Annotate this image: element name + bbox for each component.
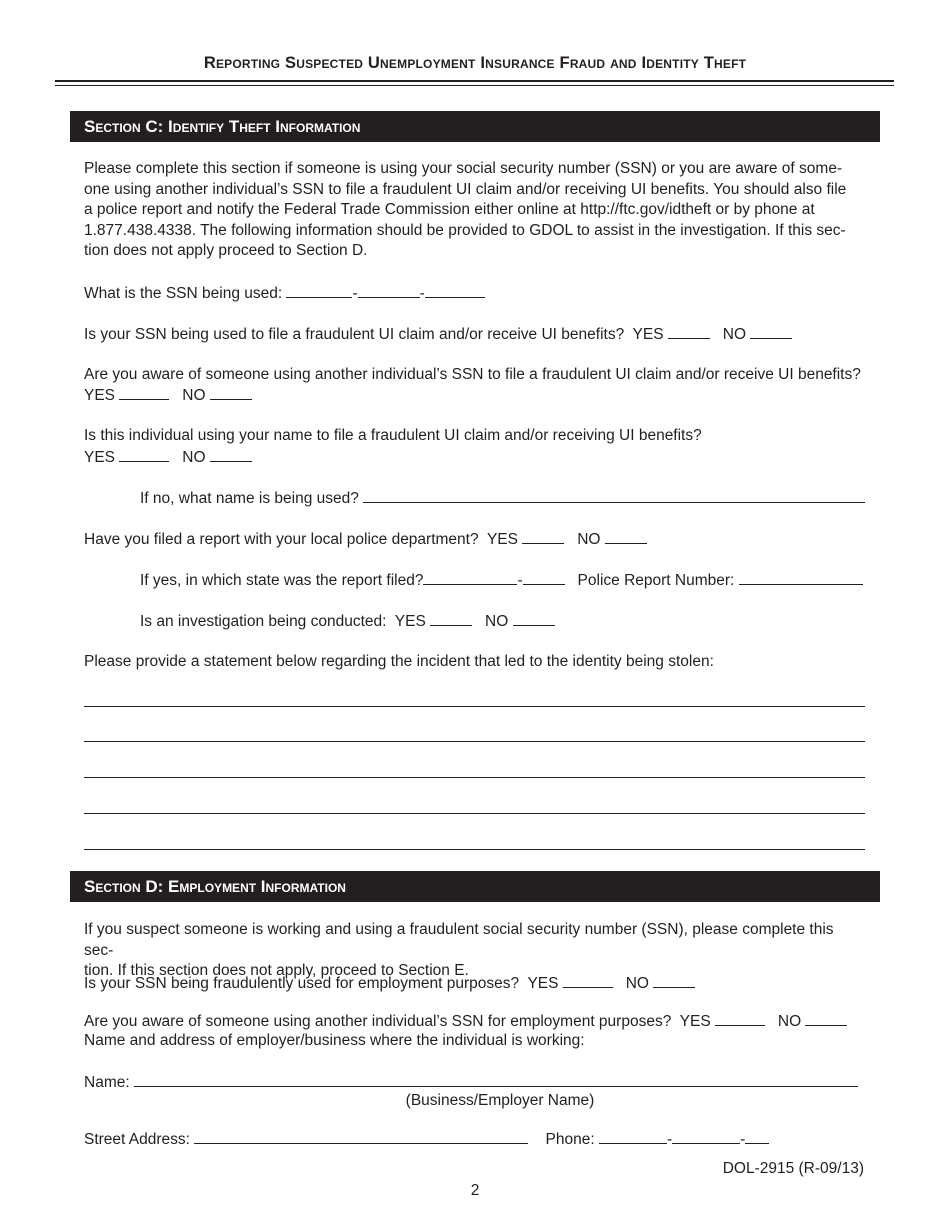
section-c-heading: Section C: Identify Theft Information: [70, 111, 880, 142]
employer-name-caption: (Business/Employer Name): [405, 1092, 595, 1109]
ssn-used-no-blank[interactable]: [750, 324, 792, 339]
state-question: If yes, in which state was the report filed?: [140, 572, 424, 589]
name-yes-blank[interactable]: [119, 447, 169, 462]
aware-no-blank[interactable]: [210, 385, 252, 400]
intro-line: 1.877.438.4338. The following information should be provided to GDOL to assist in the investigation. If this sec-: [84, 221, 846, 239]
statement-line-5[interactable]: [84, 849, 865, 850]
no-label: NO: [777, 1013, 802, 1030]
investigation-no-blank[interactable]: [513, 611, 555, 626]
no-label: NO: [722, 326, 747, 343]
ssn-part1-blank[interactable]: [286, 283, 352, 298]
no-label: NO: [182, 387, 206, 404]
employer-name-row: [84, 1072, 858, 1093]
employment-yes-blank[interactable]: [563, 973, 613, 988]
intro-line: tion does not apply proceed to Section D.: [84, 242, 368, 259]
state-blank[interactable]: [423, 570, 517, 585]
state-suffix-blank[interactable]: [523, 570, 565, 585]
police-yes-blank[interactable]: [522, 529, 564, 544]
name-question: Is this individual using your name to file a fraudulent UI claim and/or receiving UI benefits?: [84, 427, 702, 444]
ssn-used-yes-blank[interactable]: [668, 324, 710, 339]
no-label: NO: [577, 531, 601, 548]
title-rule-thin: [55, 85, 894, 86]
section-c-intro: [84, 159, 866, 262]
aware-yes-blank[interactable]: [119, 385, 169, 400]
street-address-blank[interactable]: [194, 1129, 528, 1144]
yes-label: YES: [394, 613, 426, 630]
phone-part2-blank[interactable]: [672, 1129, 740, 1144]
aware-answer-row: [84, 385, 252, 406]
dash: -: [666, 1131, 673, 1148]
statement-line-3[interactable]: [84, 777, 865, 778]
dash: -: [517, 572, 523, 589]
employer-prompt: Name and address of employer/business where the individual is working:: [84, 1032, 585, 1049]
ssn-question-row: [84, 283, 485, 304]
aware-employment-question: Are you aware of someone using another individual’s SSN for employment purposes?: [84, 1013, 672, 1030]
state-row: [140, 570, 863, 591]
phone-part3-blank[interactable]: [745, 1129, 769, 1144]
name-answer-row: [84, 447, 252, 468]
name-label: Name:: [84, 1074, 130, 1091]
form-number: DOL-2915 (R-09/13): [722, 1160, 864, 1177]
phone-part1-blank[interactable]: [599, 1129, 667, 1144]
statement-prompt: Please provide a statement below regarding the incident that led to the identity being stolen:: [84, 653, 714, 670]
investigation-yes-blank[interactable]: [430, 611, 472, 626]
no-label: NO: [625, 975, 649, 992]
yes-label: YES: [679, 1013, 711, 1030]
intro-line: Please complete this section if someone is using your social security number (SSN) or you are aware of some-: [84, 160, 843, 177]
ssn-question-label: What is the SSN being used:: [84, 285, 283, 302]
intro-line: one using another individual’s SSN to file a fraudulent UI claim and/or receiving UI benefits. You should also file: [84, 180, 847, 198]
ssn-used-question: Is your SSN being used to file a fraudulent UI claim and/or receive UI benefits?: [84, 326, 625, 343]
statement-line-2[interactable]: [84, 741, 865, 742]
intro-line: a police report and notify the Federal Trade Commission either online at http://ftc.gov/idtheft or by phone at: [84, 201, 815, 218]
yes-label: YES: [527, 975, 559, 992]
employer-name-blank[interactable]: [134, 1072, 858, 1087]
name-used-label: If no, what name is being used?: [140, 490, 359, 507]
police-row: [84, 529, 647, 550]
employment-question: Is your SSN being fraudulently used for employment purposes?: [84, 975, 520, 992]
aware-question: Are you aware of someone using another individual’s SSN to file a fraudulent UI claim and/or receive UI benefits?: [84, 366, 861, 383]
section-d-heading: Section D: Employment Information: [70, 871, 880, 902]
ssn-part2-blank[interactable]: [358, 283, 420, 298]
aware-employment-no-blank[interactable]: [805, 1011, 847, 1026]
name-used-blank[interactable]: [363, 488, 865, 503]
aware-employment-row: [84, 1011, 847, 1032]
yes-label: YES: [84, 449, 116, 466]
police-question: Have you filed a report with your local police department?: [84, 531, 479, 548]
intro-line: tion. If this section does not apply, proceed to Section E.: [84, 962, 469, 979]
phone-label: Phone:: [545, 1131, 595, 1148]
employment-no-blank[interactable]: [653, 973, 695, 988]
dash: -: [419, 285, 425, 302]
statement-line-1[interactable]: [84, 706, 865, 707]
title-rule-thick: [55, 80, 894, 82]
statement-line-4[interactable]: [84, 813, 865, 814]
name-used-row: [140, 488, 865, 509]
investigation-question: Is an investigation being conducted:: [140, 613, 387, 630]
intro-line: If you suspect someone is working and using a fraudulent social security number (SSN), please complete this sec-: [84, 921, 834, 959]
street-phone-row: [84, 1129, 769, 1150]
page-number: 2: [470, 1182, 480, 1199]
no-label: NO: [182, 449, 206, 466]
dash: -: [352, 285, 358, 302]
document-title: Reporting Suspected Unemployment Insurance Fraud and Identity Theft: [203, 54, 747, 72]
ssn-part3-blank[interactable]: [425, 283, 485, 298]
investigation-row: [140, 611, 555, 632]
dash: -: [740, 1131, 746, 1148]
report-number-blank[interactable]: [739, 570, 863, 585]
police-no-blank[interactable]: [605, 529, 647, 544]
employment-row: [84, 973, 695, 994]
report-number-label: Police Report Number:: [577, 572, 735, 589]
yes-label: YES: [486, 531, 518, 548]
street-label: Street Address:: [84, 1131, 190, 1148]
no-label: NO: [485, 613, 509, 630]
yes-label: YES: [632, 326, 664, 343]
yes-label: YES: [84, 387, 116, 404]
ssn-used-row: [84, 324, 792, 345]
name-no-blank[interactable]: [210, 447, 252, 462]
aware-employment-yes-blank[interactable]: [715, 1011, 765, 1026]
